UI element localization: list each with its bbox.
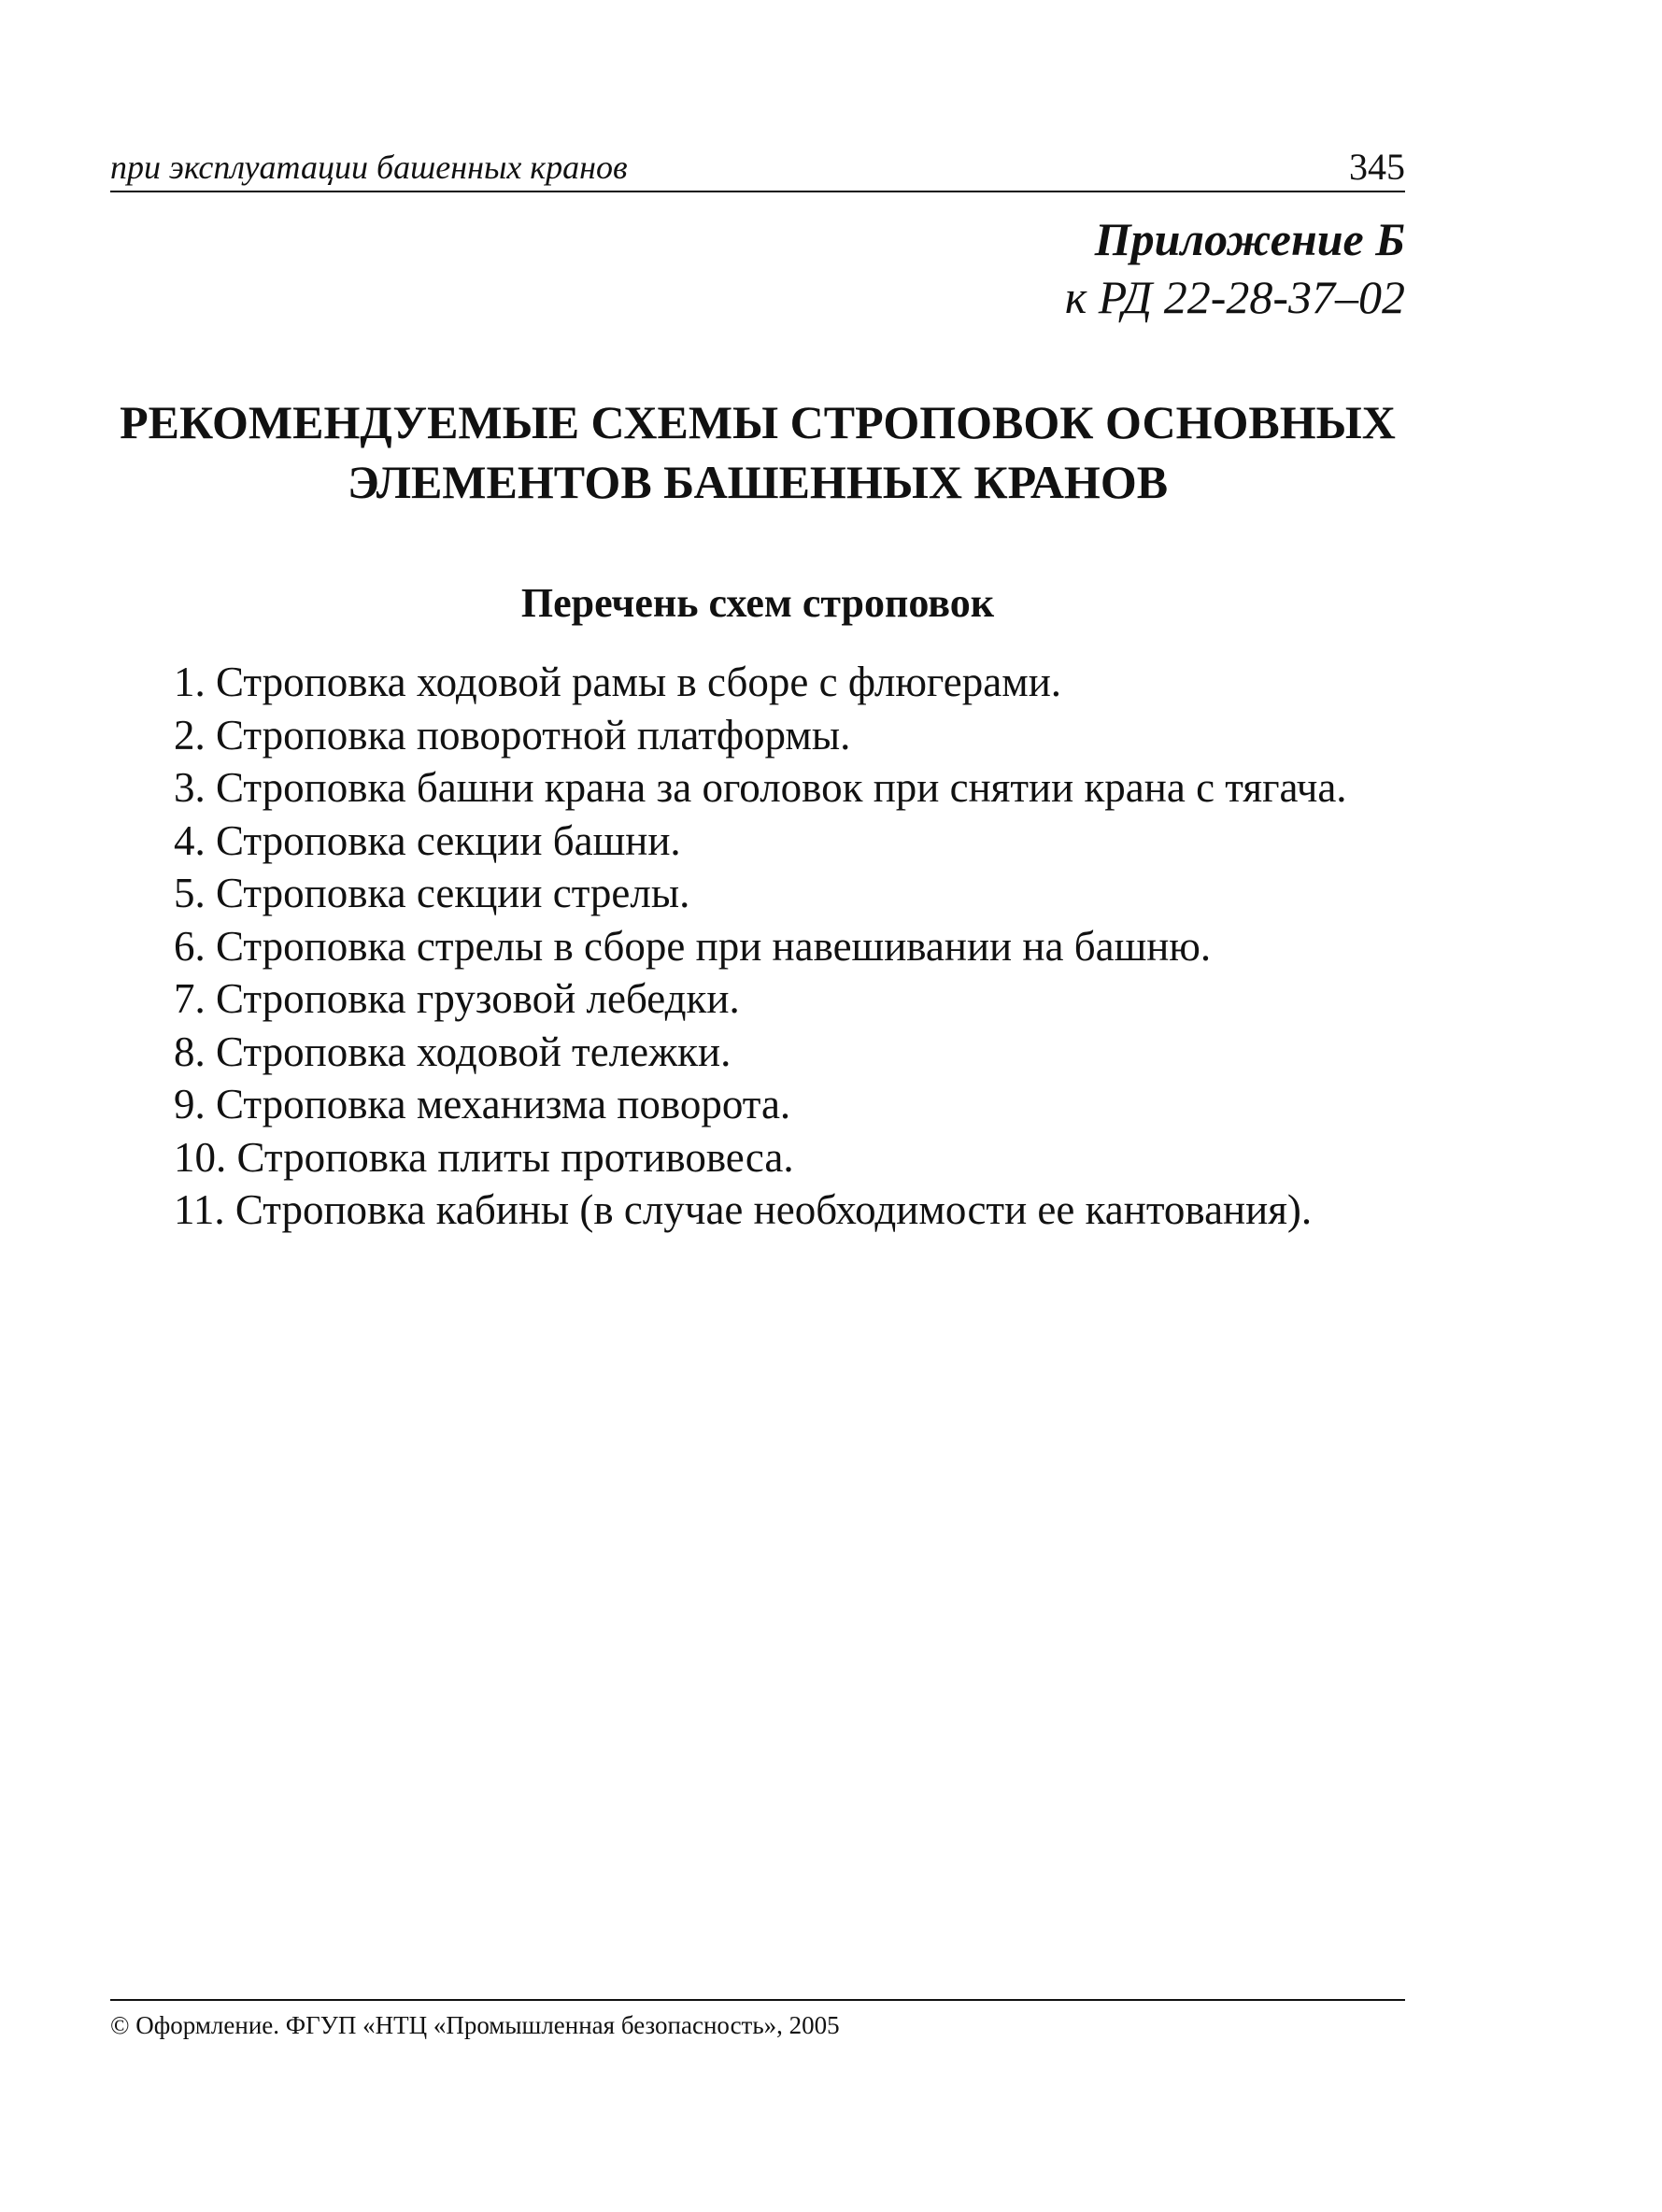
- page-title: [110, 392, 1405, 512]
- list-item: 1. Строповка ходовой рамы в сборе с флюгерами.: [174, 659, 1062, 705]
- appendix-document-code: к РД 22-28-37–02: [1064, 271, 1405, 323]
- list-item: 8. Строповка ходовой тележки.: [174, 1028, 732, 1075]
- footer-divider: [110, 1999, 1405, 2001]
- running-title: при эксплуатации башенных кранов: [110, 149, 628, 186]
- page-number: 345: [1349, 146, 1405, 188]
- list-item: 5. Строповка секции стрелы.: [174, 870, 690, 916]
- page-title-line-1: РЕКОМЕНДУЕМЫЕ СХЕМЫ СТРОПОВОК ОСНОВНЫХ: [120, 396, 1396, 448]
- appendix-label: Приложение Б: [1094, 213, 1405, 265]
- list-item: 7. Строповка грузовой лебедки.: [174, 975, 740, 1022]
- list-item: 6. Строповка стрелы в сборе при навешивании на башню.: [174, 922, 1212, 970]
- list-item: 10. Строповка плиты противовеса.: [174, 1133, 794, 1181]
- footer-copyright: © Оформление. ФГУП «НТЦ «Промышленная безопасность», 2005: [110, 2011, 840, 2039]
- list-item: 11. Строповка кабины (в случае необходимости ее кантования).: [174, 1186, 1313, 1233]
- list-item: 9. Строповка механизма поворота.: [174, 1081, 791, 1127]
- appendix-reference: [1065, 210, 1405, 326]
- list-item: 4. Строповка секции башни.: [174, 816, 681, 864]
- running-header: [110, 140, 1405, 192]
- page-title-line-2: ЭЛЕМЕНТОВ БАШЕННЫХ КРАНОВ: [347, 456, 1169, 508]
- list-item: 3. Строповка башни крана за оголовок при снятии крана с тягача.: [174, 764, 1347, 811]
- list-heading: Перечень схем строповок: [520, 580, 995, 626]
- scheme-list: [110, 656, 1405, 1237]
- list-item: 2. Строповка поворотной платформы.: [174, 711, 851, 759]
